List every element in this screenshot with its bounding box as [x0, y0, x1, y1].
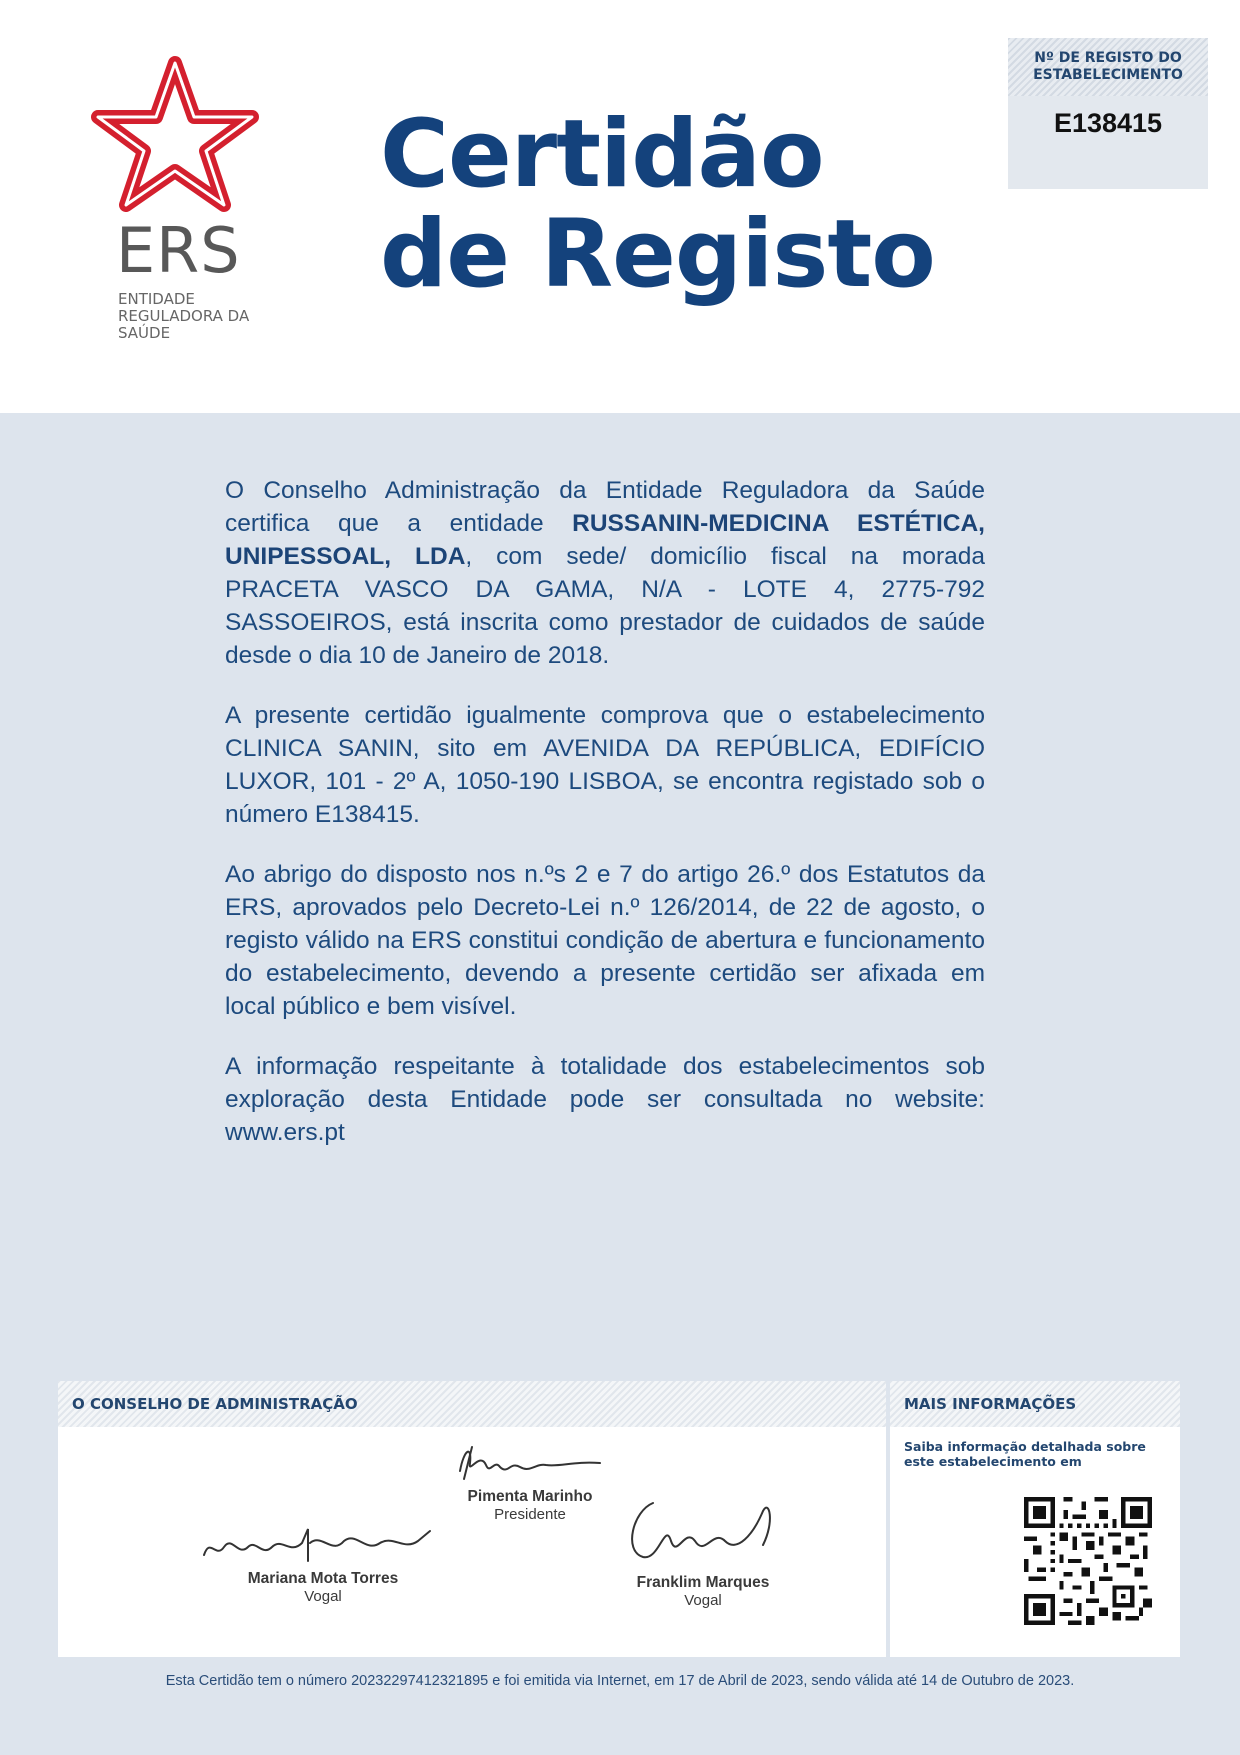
qr-code-icon[interactable]	[1024, 1497, 1152, 1625]
signature-president	[450, 1441, 610, 1487]
paragraph-entity-rest: , com sede/ domicílio fiscal na morada PRACETA VASCO DA GAMA, N/A - LOTE 4, 2775-792 SASSOEIROS, está inscrita como prestador de cuidados de saúde desde o dia 10 de Janeiro de 2018.	[225, 543, 985, 669]
ers-logo	[90, 55, 270, 355]
paragraph-entity	[225, 474, 985, 672]
paragraph-establishment: A presente certidão igualmente comprova que o estabelecimento CLINICA SANIN, sito em AVENIDA DA REPÚBLICA, EDIFÍCIO LUXOR, 101 - 2º A, 1050-190 LISBOA, se encontra registado sob o número E138415.	[225, 702, 985, 828]
more-info-text: Saiba informação detalhada sobre este estabelecimento em	[904, 1439, 1146, 1469]
registration-label: Nº DE REGISTO DO ESTABELECIMENTO	[1033, 50, 1183, 83]
validity-notice: Esta Certidão tem o número 20232297412321895 e foi emitida via Internet, em 17 de Abril de 2023, sendo válida até 14 de Outubro de 2023.	[165, 1673, 1075, 1689]
council-title: O CONSELHO DE ADMINISTRAÇÃO	[72, 1395, 358, 1413]
paragraph-website: A informação respeitante à totalidade dos estabelecimentos sob exploração desta Entidade pode ser consultada no website: www.ers.pt	[225, 1053, 985, 1146]
logo-abbreviation: ERS	[116, 214, 241, 287]
paragraph-legal: Ao abrigo do disposto nos n.ºs 2 e 7 do artigo 26.º dos Estatutos da ERS, aprovados pelo Decreto-Lei n.º 126/2014, de 22 de agosto, o registo válido na ERS constitui condição de abertura e funcionamento do estabelecimento, devendo a presente certidão ser afixada em local público e bem visível.	[225, 861, 985, 1020]
signatory-role: Vogal	[304, 1588, 342, 1605]
signature-vogal-2	[613, 1491, 793, 1573]
star-icon	[90, 55, 260, 215]
entity-name: RUSSANIN-MEDICINA ESTÉTICA, UNIPESSOAL, LDA	[225, 510, 985, 570]
registration-box-header	[1008, 38, 1208, 96]
signatory-name: Pimenta Marinho	[467, 1488, 593, 1505]
title-line-1: Certidão	[380, 100, 824, 209]
signatory-role: Presidente	[494, 1506, 566, 1523]
signatory-name: Mariana Mota Torres	[247, 1570, 399, 1587]
registration-number: E138415	[1053, 108, 1163, 138]
signature-block-vogal-2	[593, 1491, 813, 1610]
registration-number-box	[1008, 38, 1208, 189]
council-panel-header	[58, 1381, 886, 1427]
signatory-role: Vogal	[684, 1592, 722, 1609]
title-line-2: de Registo	[380, 200, 935, 309]
logo-entity-name: ENTIDADE REGULADORA DA SAÚDE	[118, 290, 250, 342]
page-title	[380, 100, 935, 309]
more-info-panel	[890, 1381, 1180, 1657]
council-panel	[58, 1381, 886, 1657]
signature-vogal-1	[198, 1521, 448, 1569]
paragraph-entity-intro: O Conselho Administração da Entidade Reguladora da Saúde certifica que a entidade	[225, 477, 985, 537]
signatory-name: Franklim Marques	[636, 1574, 770, 1591]
more-info-panel-header	[890, 1381, 1180, 1427]
more-info-title: MAIS INFORMAÇÕES	[904, 1395, 1077, 1413]
signature-block-vogal-1	[198, 1521, 448, 1606]
footer-panel	[58, 1381, 1180, 1657]
certificate-text	[225, 474, 985, 1176]
